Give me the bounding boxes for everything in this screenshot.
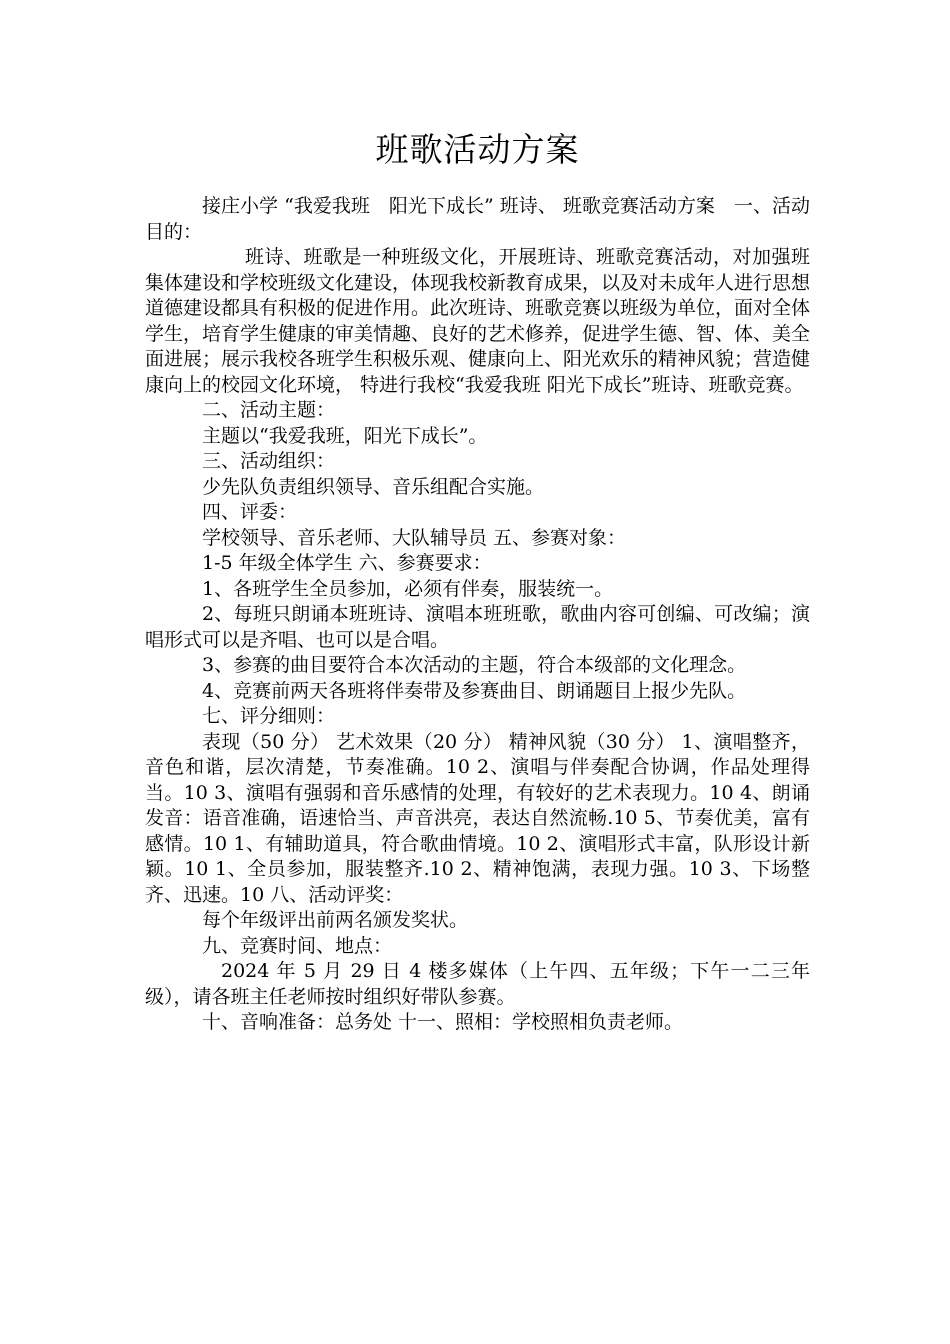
intro-paragraph: 接庄小学 “我爱我班 阳光下成长” 班诗、 班歌竞赛活动方案 一、活动目的： bbox=[145, 195, 810, 243]
theme-heading: 二、活动主题： bbox=[202, 399, 336, 421]
judges-heading: 四、评委： bbox=[202, 501, 298, 523]
purpose-paragraph: 班诗、班歌是一种班级文化，开展班诗、班歌竞赛活动，对加强班集体建设和学校班级文化建设，体现我校新教育成果，以及对未成年人进行思想道德建设都具有积极的促进作用。此次班诗、班歌竞赛以班级为单位，面对全体学生，培育学生健康的审美情趣、良好的艺术修养，促进学生德、智、体、美全面进展；展示我校各班学生积极乐观、健康向上、阳光欢乐的精神风貌；营造健康向上的校园文化环境， 特进行我校“我爱我班 阳光下成长”班诗、班歌竞赛。 bbox=[145, 246, 811, 396]
scoring-heading: 七、评分细则： bbox=[202, 705, 336, 727]
theme-paragraph: 主题以“我爱我班，阳光下成长”。 bbox=[202, 424, 488, 447]
requirement-2: 2、每班只朗诵本班班诗、演唱本班班歌，歌曲内容可创编、可改编；演唱形式可以是齐唱、也可以是合唱。 bbox=[145, 603, 810, 651]
requirement-1: 1、各班学生全员参加，必须有伴奏，服装统一。 bbox=[202, 577, 614, 600]
scoring-paragraph: 表现（50 分） 艺术效果（20 分） 精神风貌（30 分） 1、演唱整齐，音色和谐，层次清楚，节奏准确。10 2、演唱与伴奏配合协调，作品处理得当。10 3、演唱有强弱和音乐感情的处理，有较好的艺术表现力。10 4、朗诵发音：语音准确，语速恰当、声音洪亮，表达自然流畅.10 5、节奏优美，富有感情。10 1、有辅助道具，符合歌曲情境。10 2、演唱形式丰富，队形设计新颖。10 1、全员参加，服装整齐.10 2、精神饱满，表现力强。10 3、下场整齐、迅速。10 八、活动评奖： bbox=[145, 730, 810, 906]
time-place-heading: 九、竞赛时间、地点： bbox=[202, 934, 393, 957]
document-title: 班歌活动方案 bbox=[375, 130, 580, 169]
equipment-paragraph: 十、音响准备：总务处 十一、照相：学校照相负责老师。 bbox=[202, 1011, 684, 1033]
document-page bbox=[145, 128, 810, 1036]
requirement-4: 4、竞赛前两天各班将伴奏带及参赛曲目、朗诵题目上报少先队。 bbox=[202, 679, 747, 702]
organization-heading: 三、活动组织： bbox=[202, 450, 336, 472]
judges-paragraph: 学校领导、音乐老师、大队辅导员 五、参赛对象： bbox=[202, 526, 627, 549]
awards-paragraph: 每个年级评出前两名颁发奖状。 bbox=[202, 909, 469, 931]
participants-paragraph: 1-5 年级全体学生 六、参赛要求： bbox=[202, 552, 492, 574]
organization-paragraph: 少先队负责组织领导、音乐组配合实施。 bbox=[202, 475, 545, 498]
time-place-paragraph: 2024 年 5 月 29 日 4 楼多媒体（上午四、五年级；下午一二三年级），请各班主任老师按时组织好带队参赛。 bbox=[145, 960, 810, 1008]
requirement-3: 3、参赛的曲目要符合本次活动的主题，符合本级部的文化理念。 bbox=[202, 654, 747, 676]
